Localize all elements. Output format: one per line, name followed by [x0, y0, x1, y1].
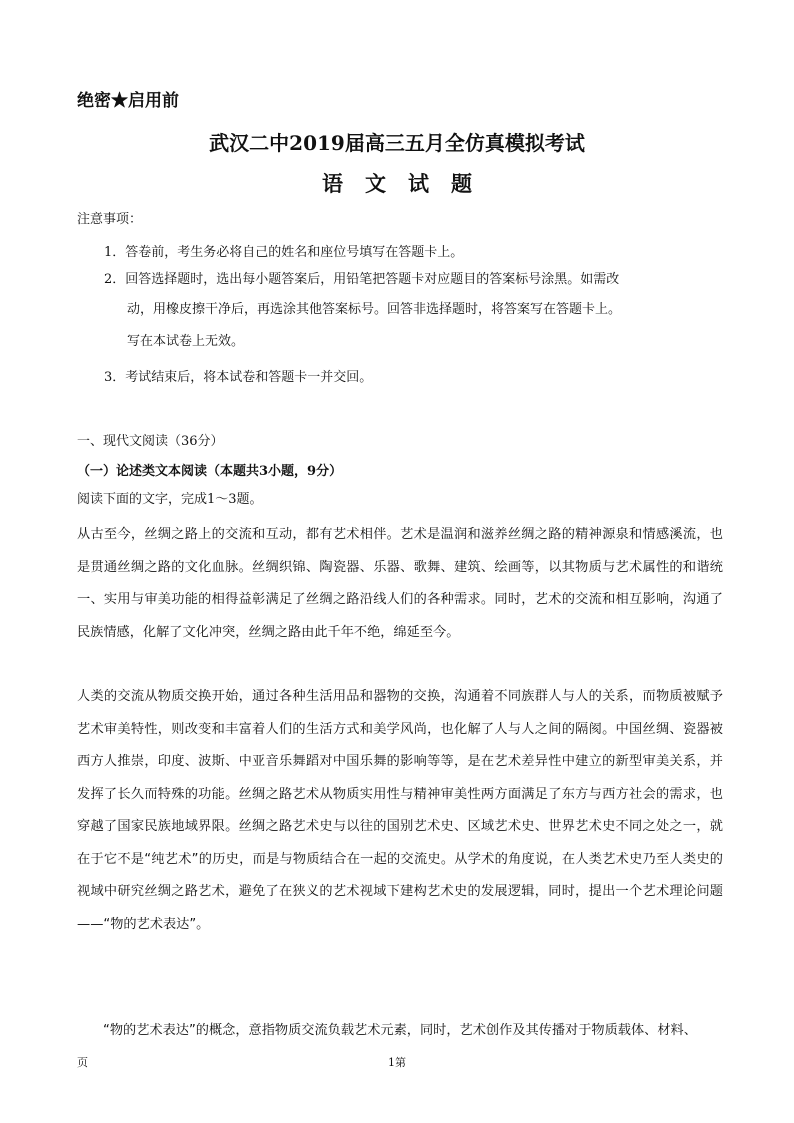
passage-paragraph-2: 人类的交流从物质交换开始，通过各种生活用品和器物的交换，沟通着不同族群人与人的关系，而物质被赋予艺术审美特性，则改变和丰富着人们的生活方式和美学风尚，也化解了人与人之间的隔阂。中国丝绸、瓷器被西方人推崇，印度、波斯、中亚音乐舞蹈对中国乐舞的影响等等，是在艺术差异性中建立的新型审美关系，并发挥了长久而特殊的功能。丝绸之路艺术从物质实用性与精神审美性两方面满足了东方与西方社会的需求，也穿越了国家民族地域界限。丝绸之路艺术史与以往的国别艺术史、区域艺术史、世界艺术史不同之处之一，就在于它不是“纯艺术”的历史，而是与物质结合在一起的交流史。从学术的角度说，在人类艺术史乃至人类史的视域中研究丝绸之路艺术，避免了在狭义的艺术视域下建构艺术史的发展逻辑，同时，提出一个艺术理论问题——“物的艺术表达”。	[77, 689, 723, 932]
notice-item-3: 3．考试结束后，将本试卷和答题卡一并交回。	[104, 370, 373, 385]
notice-item-2-cont2: 写在本试卷上无效。	[127, 334, 245, 349]
subject-title: 语文试题	[322, 171, 494, 196]
passage-paragraph-3: “物的艺术表达”的概念，意指物质交流负载艺术元素，同时，艺术创作及其传播对于物质载体、材料、	[103, 1023, 697, 1038]
confidential-label: 绝密★启用前	[77, 91, 179, 111]
notice-item-1: 1．答卷前，考生务必将自己的姓名和座位号填写在答题卡上。	[104, 245, 464, 260]
subsection-title: （一）论述类文本阅读（本题共3小题，9分）	[77, 464, 343, 479]
exam-title: 武汉二中2019届高三五月全仿真模拟考试	[209, 131, 585, 155]
reading-instruction: 阅读下面的文字，完成1～3题。	[77, 492, 263, 507]
passage-paragraph-1: 从古至今，丝绸之路上的交流和互动，都有艺术相伴。艺术是温润和滋养丝绸之路的精神源泉和情感溪流，也是贯通丝绸之路的文化血脉。丝绸织锦、陶瓷器、乐器、歌舞、建筑、绘画等，以其物质与艺术属性的和谐统一、实用与审美功能的相得益彰满足了丝绸之路沿线人们的各种需求。同时，艺术的交流和相互影响，沟通了民族情感，化解了文化冲突，丝绸之路由此千年不绝，绵延至今。	[77, 527, 723, 640]
notice-heading: 注意事项：	[77, 212, 143, 227]
notice-item-2: 2．回答选择题时，选出每小题答案后，用铅笔把答题卡对应题目的答案标号涂黑。如需改	[104, 272, 620, 287]
footer-page-number: 1第	[388, 1056, 406, 1069]
section-title: 一、现代文阅读（36分）	[77, 434, 224, 449]
notice-item-2-cont: 动，用橡皮擦干净后，再选涂其他答案标号。回答非选择题时，将答案写在答题卡上。	[127, 302, 622, 317]
footer-page-label: 页	[77, 1056, 88, 1069]
